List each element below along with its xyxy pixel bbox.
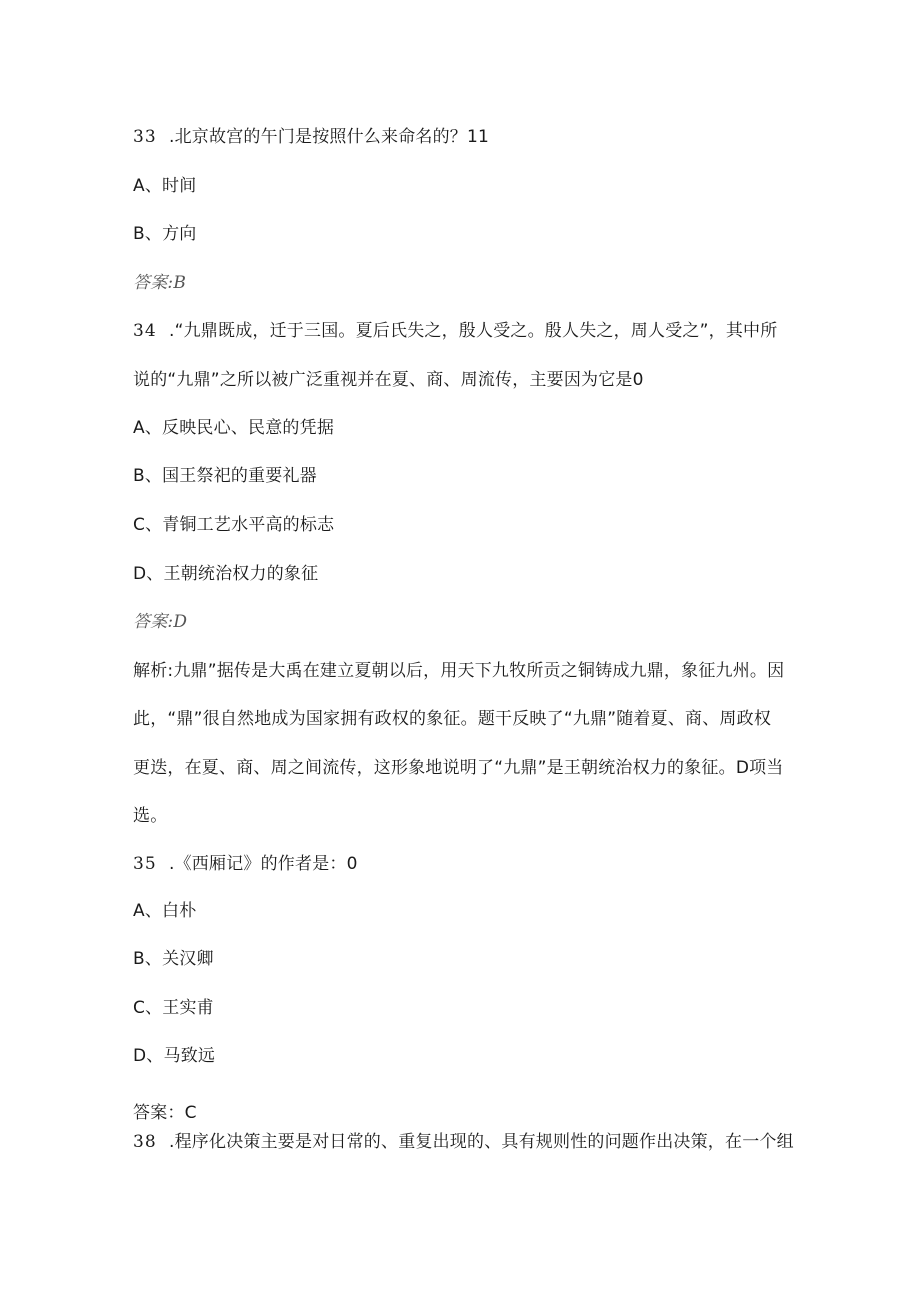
question-number: 38 [133,1132,157,1152]
analysis-line-3: 更迭，在夏、商、周之间流传，这形象地说明了“九鼎”是王朝统治权力的象征。D项当 [133,758,784,778]
question-33 [133,125,489,149]
question-34 [133,319,777,343]
question-text-line-2: 说的“九鼎”之所以被广泛重视并在夏、商、周流传，主要因为它是0 [133,370,644,390]
question-number: 33 [133,127,157,147]
answer: 答案：C [133,1103,197,1123]
question-text: .程序化决策主要是对日常的、重复出现的、具有规则性的问题作出决策，在一个组 [169,1132,794,1152]
option-c: C、青铜工艺水平高的标志 [133,515,335,535]
option-c: C、王实甫 [133,998,214,1018]
answer: 答案:B [133,273,187,293]
question-text-line-1: .“九鼎既成，迁于三国。夏后氏失之，殷人受之。殷人失之，周人受之”，其中所 [169,321,778,341]
answer: 答案:D [133,612,188,632]
question-number: 34 [133,321,157,341]
question-38 [133,1130,794,1154]
question-number: 35 [133,854,157,874]
option-b: B、关汉卿 [133,949,214,969]
analysis-line-4: 选。 [133,806,168,826]
option-a: A、反映民心、民意的凭据 [133,418,335,438]
option-b: B、国王祭祀的重要礼器 [133,466,317,486]
question-text: .《西厢记》的作者是：0 [169,854,358,874]
option-b: B、方向 [133,224,197,244]
option-a: A、时间 [133,176,197,196]
option-d: D、王朝统治权力的象征 [133,564,319,584]
analysis-line-1: 解析:九鼎”据传是大禹在建立夏朝以后，用天下九牧所贡之铜铸成九鼎，象征九州。因 [133,661,785,681]
question-35 [133,852,358,876]
analysis-line-2: 此，“鼎”很自然地成为国家拥有政权的象征。题干反映了“九鼎”随着夏、商、周政权 [133,709,772,729]
option-a: A、白朴 [133,901,197,921]
option-d: D、马致远 [133,1046,216,1066]
question-text: .北京故宫的午门是按照什么来命名的？11 [169,127,490,147]
